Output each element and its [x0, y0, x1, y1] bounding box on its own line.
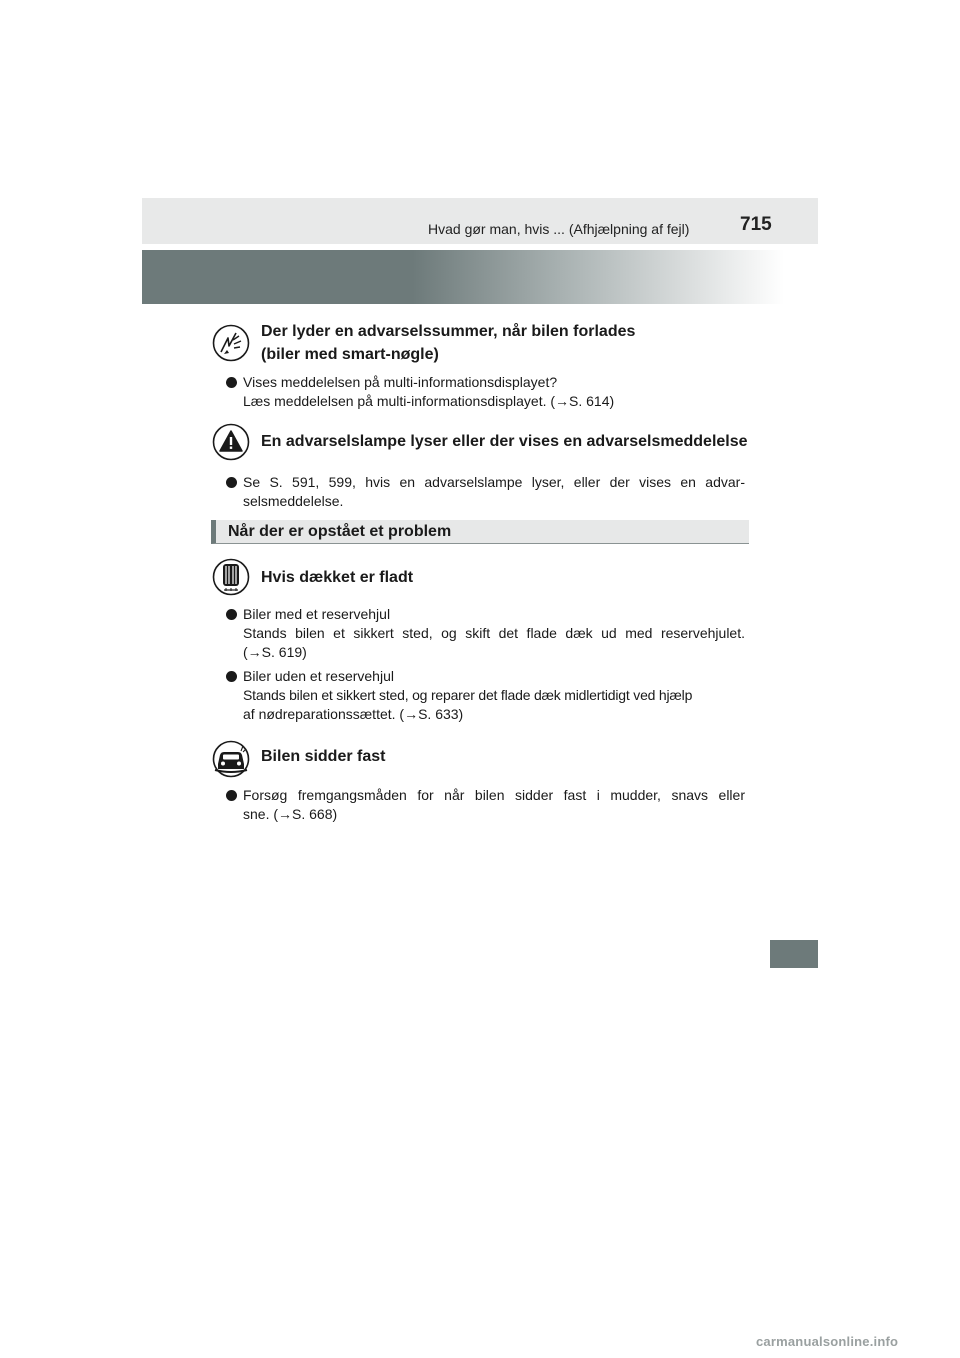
list-item-line: af nødreparationssættet. (→S. 633): [243, 706, 464, 722]
list-item-line: sne. (→S. 668): [243, 806, 338, 822]
page-number: 715: [740, 214, 772, 235]
flat-tire-icon: [212, 558, 250, 596]
list-item-line: Læs meddelelsen på multi-informationsdisplayet. (→S. 614): [243, 393, 615, 409]
section-title-line: Der lyder en advarselssummer, når bilen forlades: [261, 323, 636, 340]
buzzer-warning-icon: [212, 324, 250, 362]
list-item-line: Forsøg fremgangsmåden for når bilen sidder fast i mudder, snavs eller: [243, 787, 745, 803]
list-item: [243, 667, 745, 724]
chapter-gradient-band: [142, 250, 818, 304]
header-title: Hvad gør man, hvis ... (Afhjælpning af fejl): [428, 221, 690, 237]
section-bar-label: Når der er opstået et problem: [228, 523, 452, 540]
watermark: carmanualsonline.info: [756, 1334, 899, 1349]
bullet-dot: [226, 477, 237, 488]
section-title-flat-tire: Hvis dækket er fladt: [261, 569, 414, 586]
section-bar: [211, 520, 749, 544]
section-title-line: (biler med smart-nøgle): [261, 346, 439, 363]
list-item-line: Stands bilen et sikkert sted, og skift det flade dæk ud med reservehjulet.: [243, 625, 745, 641]
stuck-car-icon: [212, 740, 250, 778]
bullet-dot: [226, 671, 237, 682]
warning-triangle-icon: [212, 423, 250, 461]
list-item: [243, 373, 745, 411]
list-item-line: (→S. 619): [243, 644, 307, 660]
bullet-dot: [226, 609, 237, 620]
chapter-side-tab: [770, 940, 818, 968]
section-title-warning-light: En advarselslampe lyser eller der vises en advarselsmeddelelse: [261, 433, 748, 450]
list-item-line: Se S. 591, 599, hvis en advarselslampe lyser, eller der vises en advar-: [243, 474, 745, 490]
list-item: [243, 473, 745, 511]
list-item-line: Vises meddelelsen på multi-informationsdisplayet?: [243, 374, 558, 390]
list-item-line: Stands bilen et sikkert sted, og reparer det flade dæk midlertidigt ved hjælp: [243, 687, 693, 703]
bullet-dot: [226, 377, 237, 388]
list-item-line: Biler uden et reservehjul: [243, 668, 394, 684]
section-title-buzzer: [261, 320, 635, 366]
list-item-line: selsmeddelelse.: [243, 493, 344, 509]
list-item: [243, 786, 745, 824]
section-title-stuck: Bilen sidder fast: [261, 748, 386, 765]
list-item-line: Biler med et reservehjul: [243, 606, 391, 622]
bullet-dot: [226, 790, 237, 801]
list-item: [243, 605, 745, 662]
